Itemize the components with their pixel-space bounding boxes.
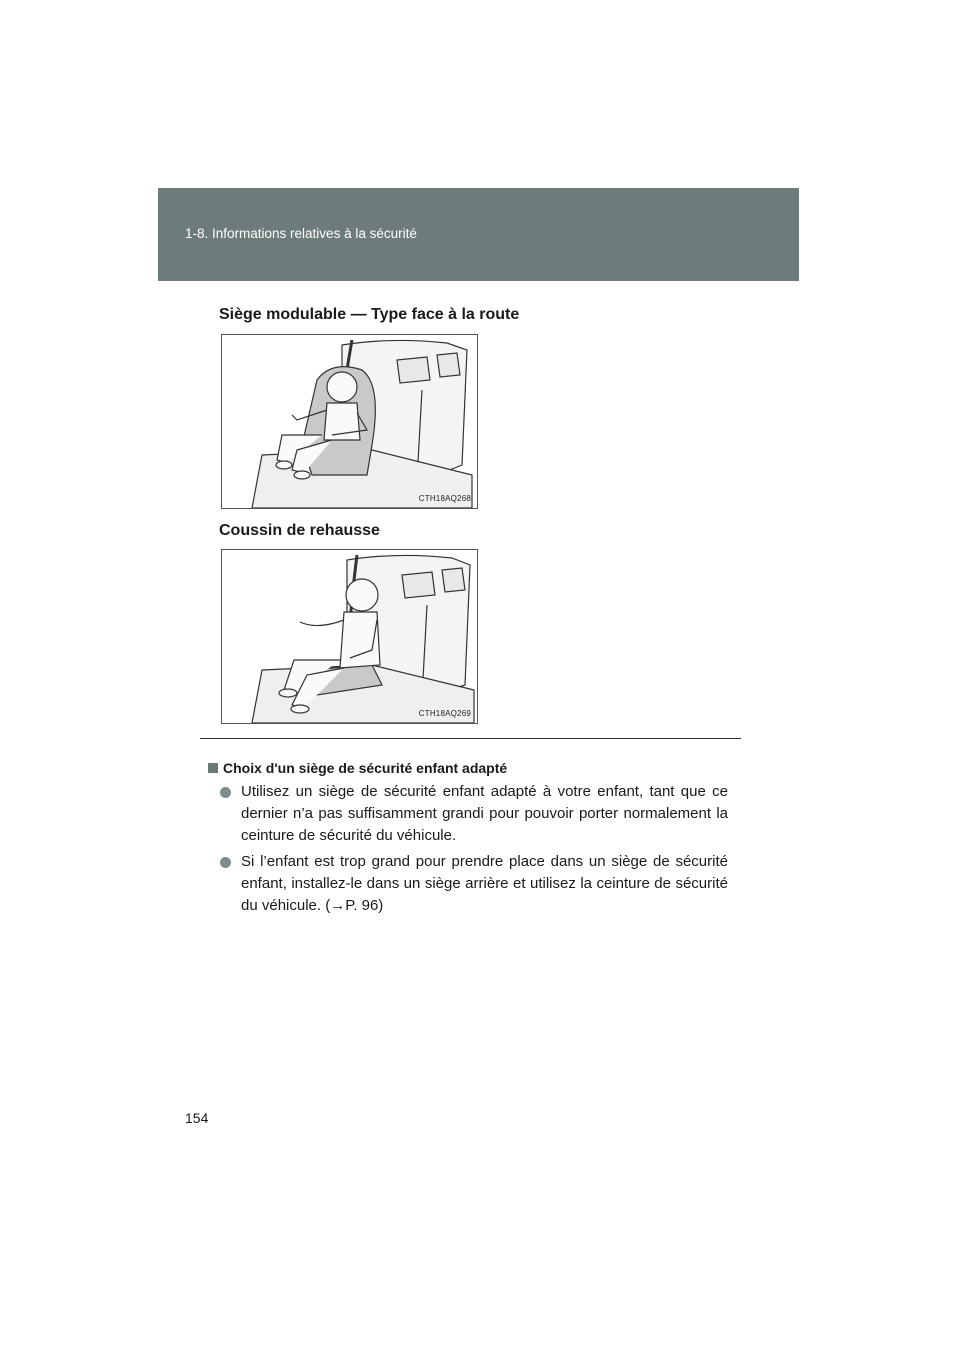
list-item-text: Si l’enfant est trop grand pour prendre place dans un siège de sécurité enfant, installez-le dans un siège arrière et utilisez la ceinture de sécurité du véhicule. (→P. 96) — [241, 853, 728, 914]
list-item — [220, 851, 728, 917]
note-title-text: Choix d'un siège de sécurité enfant adapté — [223, 760, 508, 776]
booster-seat-drawing — [222, 550, 477, 723]
section-divider — [200, 738, 741, 739]
page-number: 154 — [185, 1110, 209, 1126]
illustration-booster-seat — [221, 549, 478, 724]
figure-heading-booster-seat: Coussin de rehausse — [219, 522, 380, 539]
section-title: 1-8. Informations relatives à la sécurité — [185, 226, 417, 241]
convertible-seat-drawing — [222, 335, 477, 508]
figure-code: CTH18AQ269 — [418, 709, 471, 718]
illustration-convertible-seat — [221, 334, 478, 509]
square-bullet-icon — [208, 763, 218, 773]
circle-bullet-icon — [220, 787, 231, 798]
list-item-text: Utilisez un siège de sécurité enfant adapté à votre enfant, tant que ce dernier n’a pas suffisamment grandi pour pouvoir porter normalement la ceinture de sécurité du véhicule. — [241, 783, 728, 844]
figure-heading-convertible-seat: Siège modulable — Type face à la route — [219, 306, 520, 323]
circle-bullet-icon — [220, 857, 231, 868]
figure-code: CTH18AQ268 — [418, 494, 471, 503]
section-header — [158, 188, 799, 281]
note-title — [208, 760, 507, 776]
list-item — [220, 781, 728, 847]
